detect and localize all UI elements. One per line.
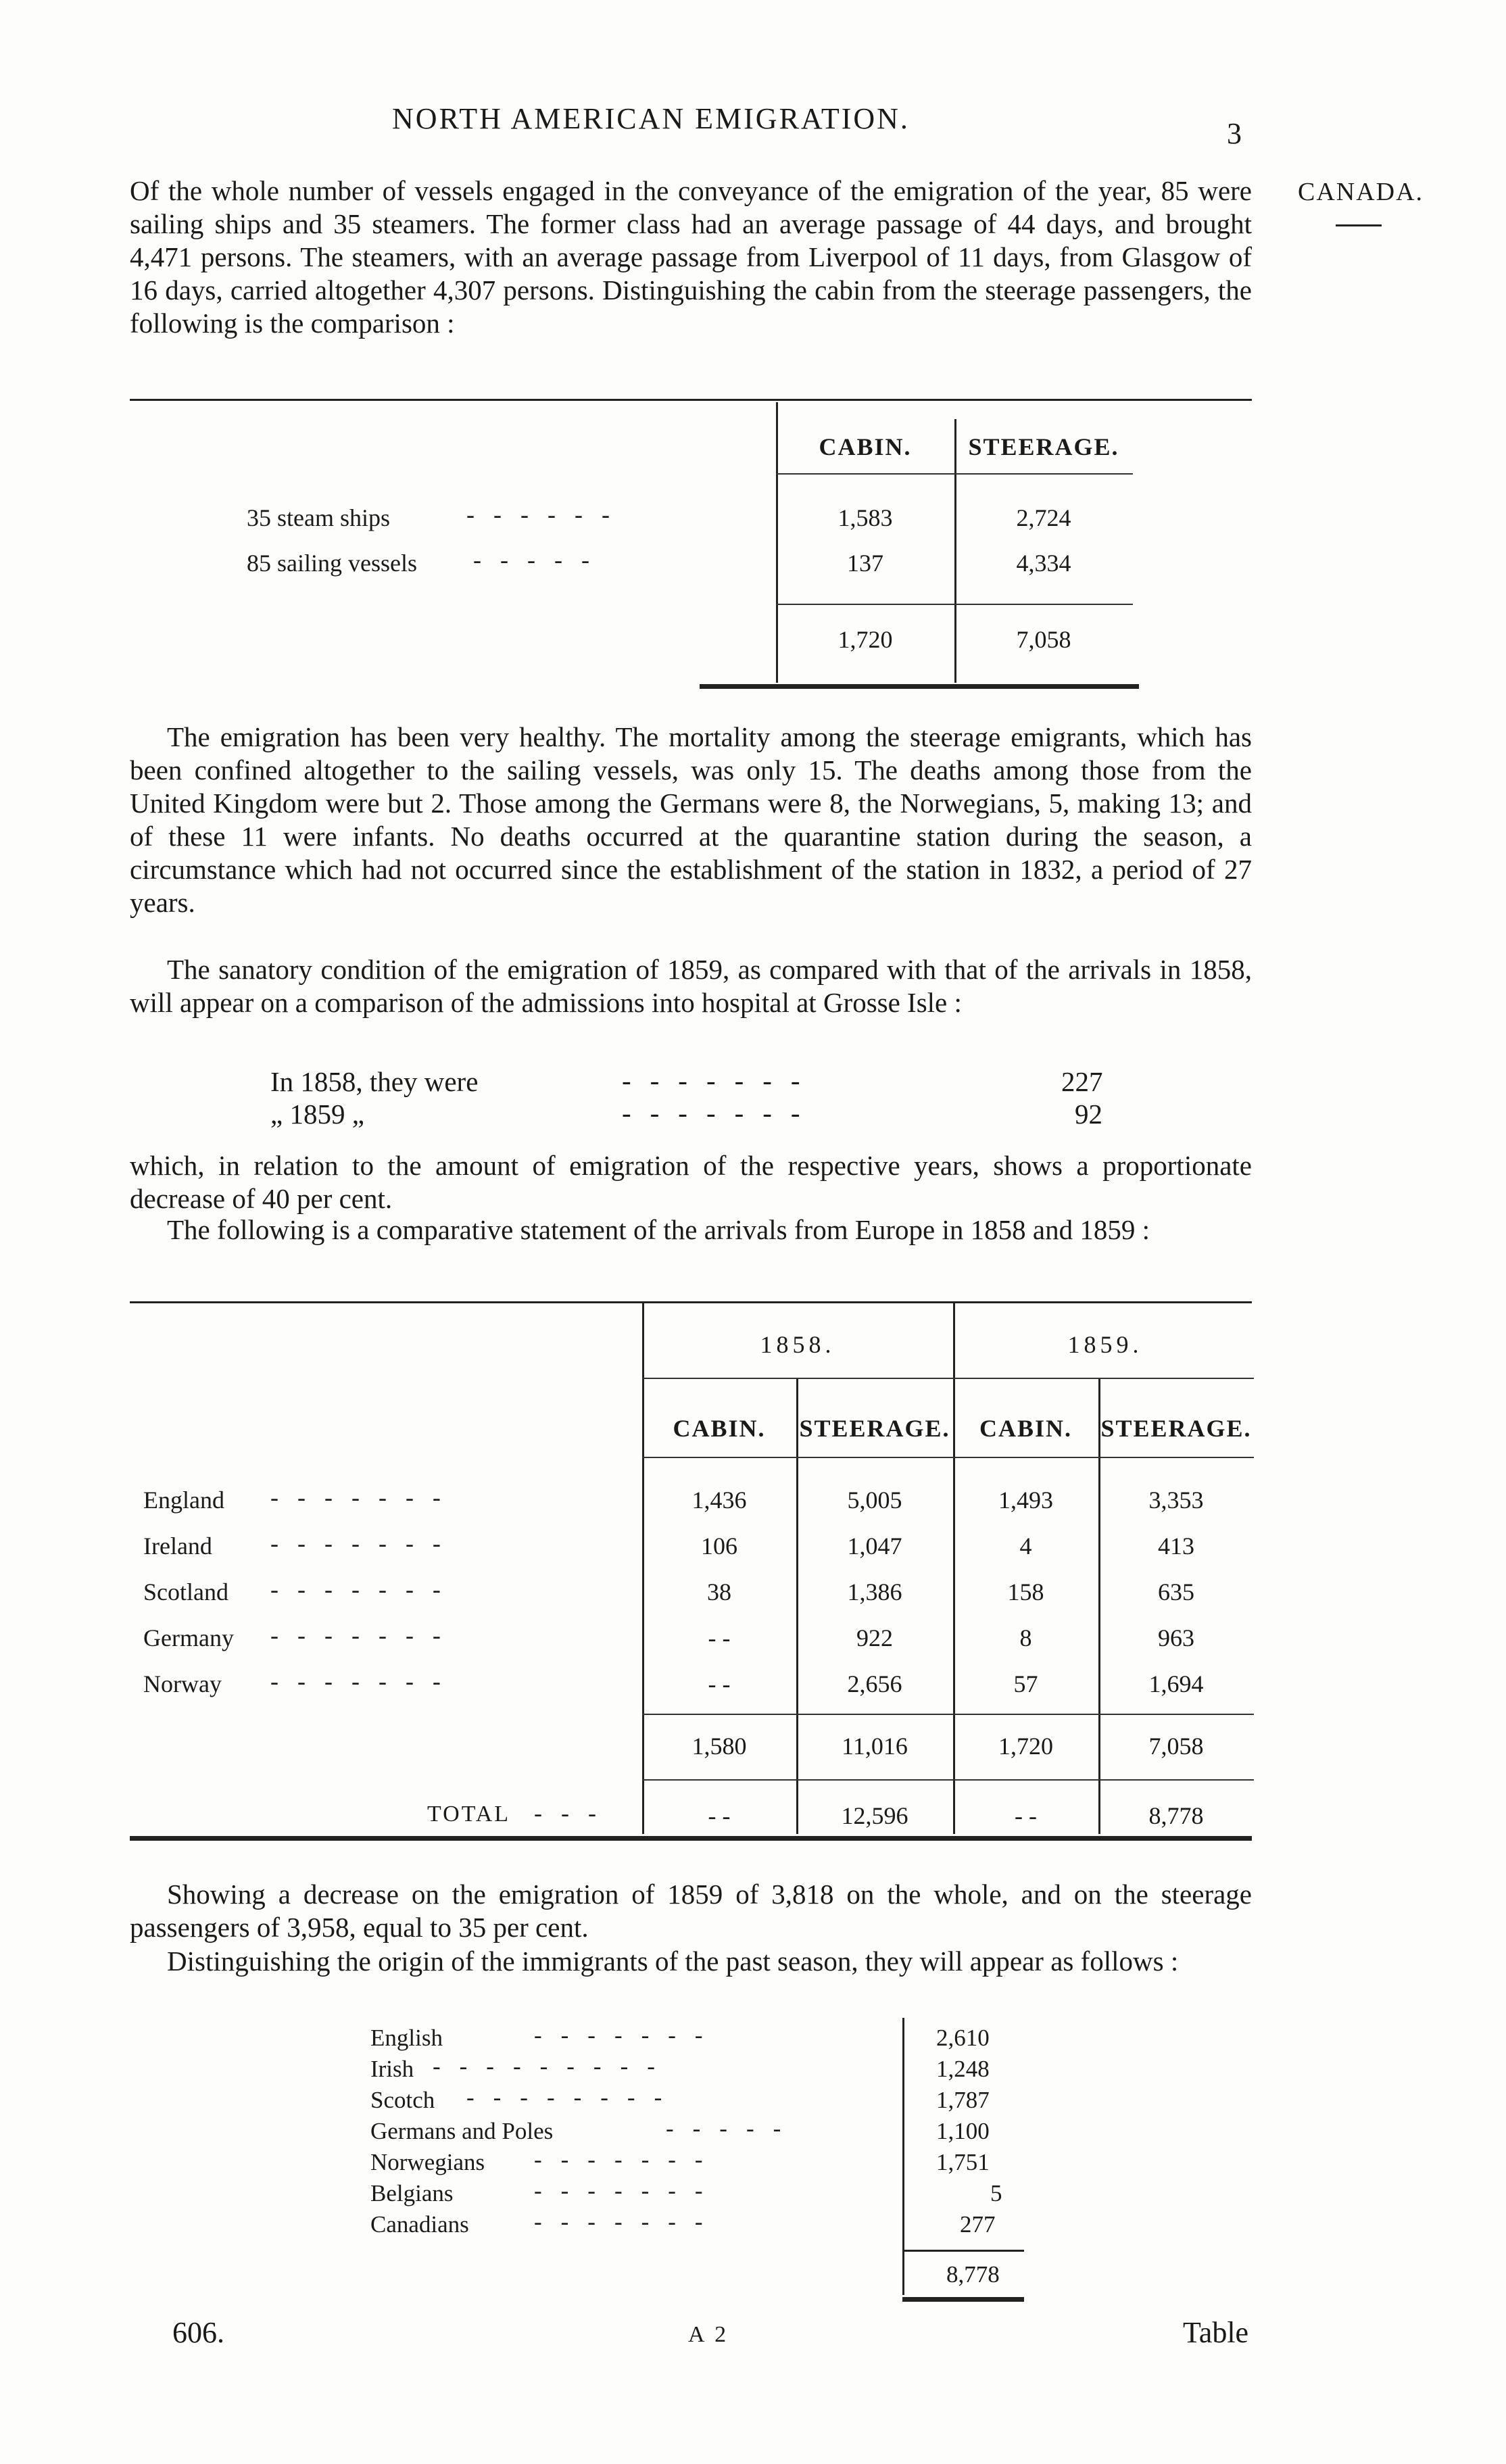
table2-total-label: TOTAL [427,1802,511,1827]
table2-cell: 413 [1158,1532,1194,1560]
leader-dots: ------- [270,1622,460,1649]
table2-cell: 57 [1013,1670,1038,1697]
table2-divider [1098,1379,1100,1834]
table1-sum-rule [776,604,1133,605]
table1-header-cabin: CABIN. [819,433,912,460]
origin-label: Irish [370,2056,414,2082]
table2-row-label: Germany [143,1624,234,1651]
table2-subtotal: 1,720 [998,1733,1053,1760]
table2-header: STEERAGE. [1100,1415,1252,1442]
table2-row-label: Scotland [143,1578,228,1605]
table1-row-label: 35 steam ships [247,504,390,531]
origins-bottom-rule [902,2297,1024,2302]
paragraph-comparative: The following is a comparative statement of the arrivals from Europe in 1858 and 1859 : [167,1214,1150,1245]
paragraph-sanatory: The sanatory condition of the emigration of 1859, as compared with that of the arrivals in 1858, will appear on a comparison of the admissions into hospital at Grosse Isle : [130,954,1252,1018]
table2-cell: 4 [1019,1532,1032,1560]
paragraph-decrease: which, in relation to the amount of emigration of the respective years, shows a proportionate decrease of 40 per cent. [130,1150,1252,1214]
origin-value: 1,751 [936,2149,990,2175]
origin-label: Canadians [370,2211,469,2238]
table2-cell: 963 [1158,1624,1194,1651]
table2-subtotal: 11,016 [842,1733,908,1760]
table2-cell: 106 [701,1532,737,1560]
table2-top-rule [130,1301,1252,1303]
leader-dots: ------- [270,1530,460,1557]
table1-header-steerage: STEERAGE. [968,433,1119,460]
leader-dots: ------- [622,1097,819,1128]
leader-dots: --------- [433,2053,674,2079]
leader-dots: ------- [270,1668,460,1695]
table1-row-label: 85 sailing vessels [247,550,417,577]
leader-dots: ----- [666,2115,800,2142]
hospital-row-label: „ 1859 „ [270,1098,364,1130]
table2-bottom-rule [130,1836,1252,1841]
table2-cell: 2,656 [847,1670,902,1697]
table2-cell: - - [708,1670,731,1697]
table1-bottom-rule [700,684,1139,689]
table2-divider [796,1379,798,1834]
origins-divider [902,2018,904,2295]
margin-rule [1336,224,1382,226]
table2-header-rule [642,1457,1254,1458]
table2-subtotal: 7,058 [1148,1733,1204,1760]
table1-cell: 4,334 [1016,550,1071,577]
table1-total-cabin: 1,720 [837,626,893,653]
leader-dots: ------- [622,1065,819,1096]
table1-total-steerage: 7,058 [1016,626,1071,653]
leader-dots: ------- [270,1576,460,1603]
table2-cell: 635 [1158,1578,1194,1605]
table2-cell: 1,436 [691,1487,747,1514]
catchword: Table [1183,2316,1249,2349]
origin-value: 1,100 [936,2118,990,2144]
page-number: 3 [1227,117,1242,150]
margin-note: CANADA. [1298,178,1424,206]
hospital-row-value: 227 [1061,1066,1103,1097]
table2-row-label: Ireland [143,1532,212,1560]
table1-cell: 137 [847,550,883,577]
origin-value: 1,787 [936,2087,990,2113]
table2-cell: - - [708,1624,731,1651]
paragraph-vessels: Of the whole number of vessels engaged in the conveyance of the emigration of the year, 85 were sailing ships and 35 steamers. The former class had an average passage of 44 days, and brought 4,471 persons. The steamers, with an average passage from Liverpool of 11 days, from Glasgow of 16 days, carried altogether 4,307 persons. Distinguishing the cabin from the steerage passengers, the following is the comparison : [130,175,1252,339]
leader-dots: ------- [534,2208,722,2235]
table2-year-rule [642,1378,1254,1379]
origin-value: 5 [990,2180,1002,2206]
table2-total: - - [1015,1802,1037,1829]
table2-total: 12,596 [841,1802,908,1829]
table2-row-label: Norway [143,1670,222,1697]
leader-dots: ------- [534,2022,722,2048]
table2-year-1859: 1859. [1067,1331,1143,1358]
origin-label: Germans and Poles [370,2118,554,2144]
leader-dots: ------- [270,1484,460,1511]
table2-header: CABIN. [673,1415,766,1442]
origin-value: 2,610 [936,2025,990,2051]
table2-cell: 922 [856,1624,893,1651]
hospital-row-value: 92 [1075,1098,1102,1130]
table2-cell: 1,694 [1148,1670,1204,1697]
table2-total: 8,778 [1148,1802,1204,1829]
leader-dots: --- [534,1799,615,1827]
table1-cell: 2,724 [1016,504,1071,531]
table2-cell: 1,047 [847,1532,902,1560]
origins-sum-rule [902,2250,1024,2252]
table2-cell: 158 [1007,1578,1044,1605]
leader-dots: ----- [473,546,608,573]
origin-value: 1,248 [936,2056,990,2082]
table2-cell: 1,493 [998,1487,1053,1514]
table2-header: CABIN. [979,1415,1072,1442]
paragraph-health: The emigration has been very healthy. The mortality among the steerage emigrants, which has been confined altogether to the sailing vessels, was only 15. The deaths among those from the United Kingdom were but 2. Those among the Germans were 8, the Norwegians, 5, making 13; and of these 11 were infants. No deaths occurred at the quarantine station during the season, a circumstance which had not occurred since the establishment of the station in 1832, a period of 27 years. [130,721,1252,918]
table2-header: STEERAGE. [799,1415,950,1442]
table2-sum-rule [642,1714,1254,1715]
table2-total-rule [642,1779,1254,1781]
footer-signature: A 2 [688,2322,729,2347]
table2-cell: 3,353 [1148,1487,1204,1514]
table1-header-rule [776,473,1133,475]
table2-row-label: England [143,1487,224,1514]
table2-subtotal: 1,580 [691,1733,747,1760]
paragraph-showing: Showing a decrease on the emigration of 1859 of 3,818 on the whole, and on the steerage passengers of 3,958, equal to 35 per cent. [130,1879,1252,1943]
table2-cell: 38 [707,1578,731,1605]
origin-value: 277 [960,2211,996,2238]
origin-label: Norwegians [370,2149,485,2175]
origin-label: Belgians [370,2180,454,2206]
footer-code: 606. [172,2316,224,2349]
origin-label: Scotch [370,2087,435,2113]
leader-dots: ------ [466,501,629,528]
table2-cell: 5,005 [847,1487,902,1514]
hospital-row-label: In 1858, they were [270,1066,479,1097]
leader-dots: -------- [466,2084,681,2110]
table1-cell: 1,583 [837,504,893,531]
leader-dots: ------- [534,2146,722,2173]
table2-cell: 1,386 [847,1578,902,1605]
table2-year-1858: 1858. [760,1331,835,1358]
table2-total: - - [708,1802,731,1829]
leader-dots: ------- [534,2177,722,2204]
origin-label: English [370,2025,443,2051]
origins-total: 8,778 [946,2261,1000,2288]
table2-cell: 8 [1019,1624,1032,1651]
running-head: NORTH AMERICAN EMIGRATION. [392,102,910,135]
paragraph-origin: Distinguishing the origin of the immigrants of the past season, they will appear as follows : [167,1946,1179,1977]
table1-top-rule [130,399,1252,401]
